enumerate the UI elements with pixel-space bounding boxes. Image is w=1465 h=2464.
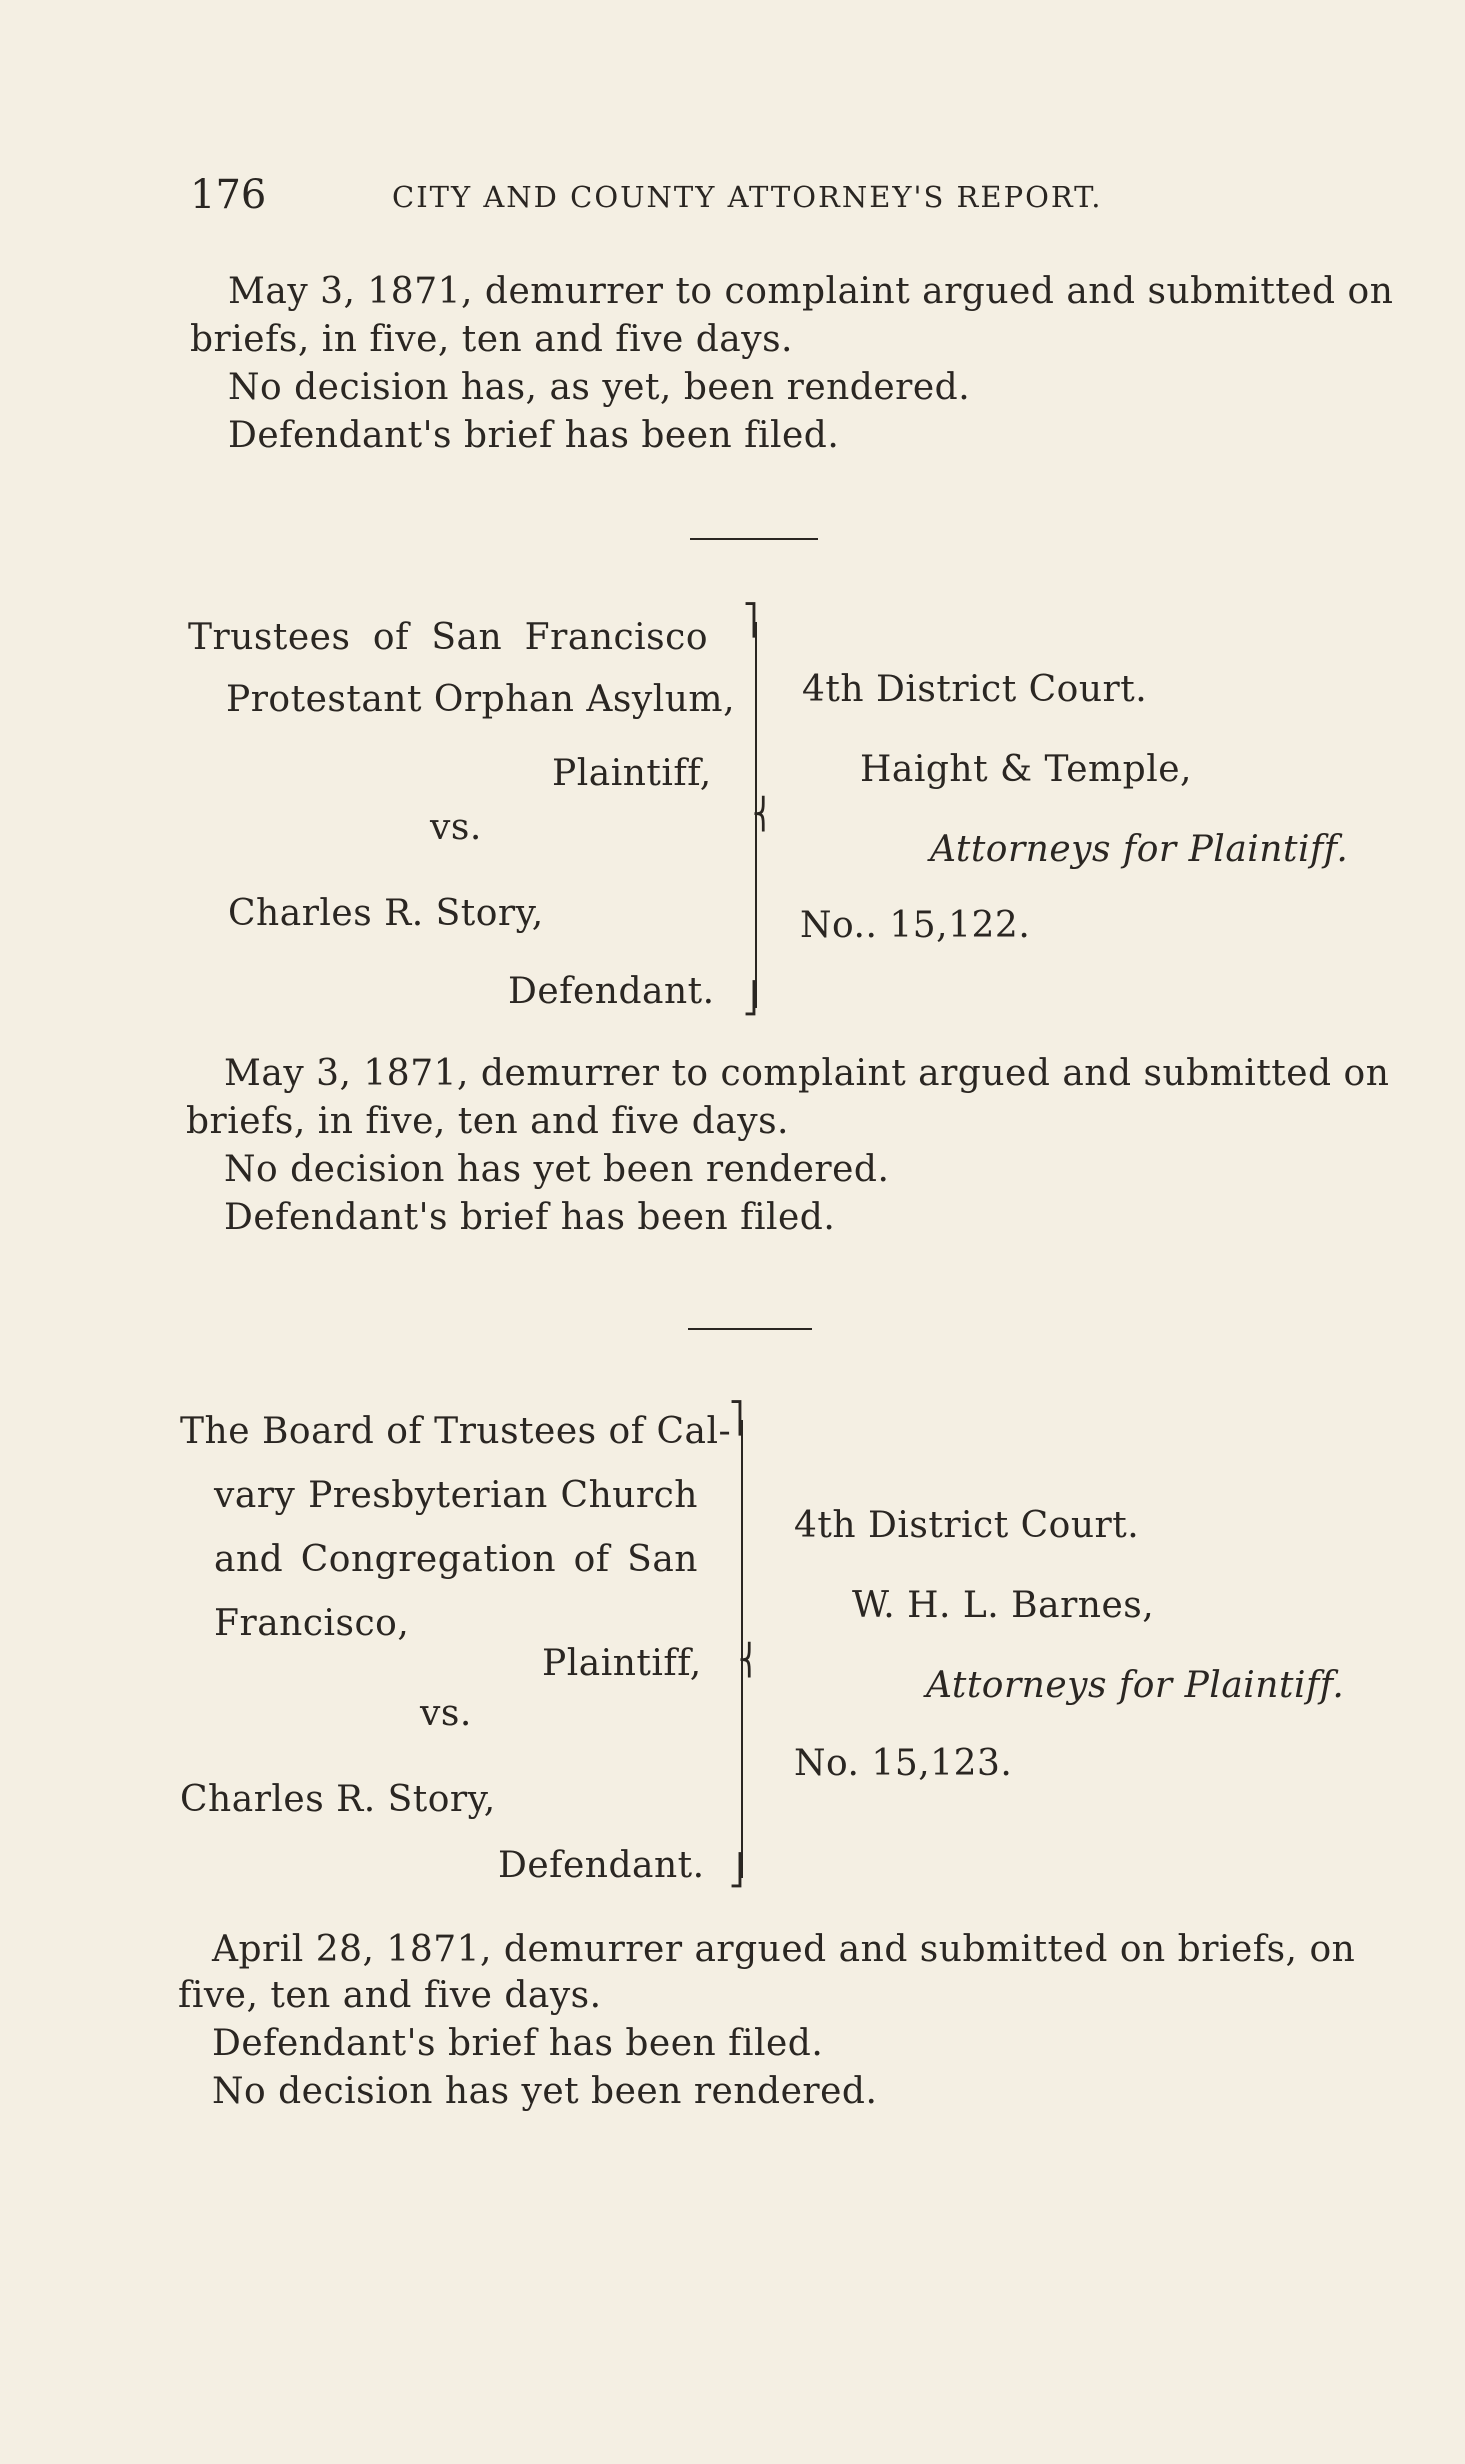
section-divider-1 bbox=[690, 538, 818, 540]
entry1-paragraph-line2: briefs, in five, ten and five days. bbox=[190, 319, 793, 360]
case3-plaintiff-line1: The Board of Trustees of Cal- bbox=[180, 1411, 732, 1452]
case3-court: 4th District Court. bbox=[794, 1505, 1140, 1546]
case2-paragraph-line1: May 3, 1871, demurrer to complaint argued and submitted on bbox=[224, 1053, 1390, 1094]
case3-brace-mid: ⎨ bbox=[738, 1643, 761, 1678]
case3-paragraph-line2: five, ten and five days. bbox=[178, 1975, 602, 2016]
case2-attorneys-role: Attorneys for Plaintiff. bbox=[930, 829, 1349, 870]
case2-brace-bottom: ⎦ bbox=[743, 981, 758, 1016]
case3-line3: Defendant's brief has been filed. bbox=[212, 2023, 824, 2064]
case2-defendant-label: Defendant. bbox=[508, 971, 715, 1012]
case2-line4: Defendant's brief has been filed. bbox=[224, 1197, 836, 1238]
case3-case-number: No. 15,123. bbox=[794, 1743, 1013, 1784]
case3-defendant-label: Defendant. bbox=[498, 1845, 705, 1886]
case2-plaintiff-line1: Trustees of San Francisco bbox=[188, 617, 708, 658]
running-title: CITY AND COUNTY ATTORNEY'S REPORT. bbox=[392, 180, 1103, 214]
case3-brace-bottom: ⎦ bbox=[729, 1853, 744, 1888]
case2-versus: vs. bbox=[430, 807, 482, 848]
case3-attorneys: W. H. L. Barnes, bbox=[852, 1585, 1155, 1626]
case2-defendant-name: Charles R. Story, bbox=[228, 893, 544, 934]
entry1-line4: Defendant's brief has been filed. bbox=[228, 415, 840, 456]
case3-line4: No decision has yet been rendered. bbox=[212, 2071, 878, 2112]
case3-plaintiff-label: Plaintiff, bbox=[542, 1643, 702, 1684]
case3-paragraph-line1: April 28, 1871, demurrer argued and submitted on briefs, on bbox=[212, 1929, 1356, 1970]
case2-line3: No decision has yet been rendered. bbox=[224, 1149, 890, 1190]
case2-brace-top: ⎤ bbox=[743, 603, 758, 638]
case2-court: 4th District Court. bbox=[802, 669, 1148, 710]
case2-attorneys: Haight & Temple, bbox=[860, 749, 1192, 790]
case3-plaintiff-line3: and Congregation of San bbox=[214, 1539, 698, 1580]
case3-versus: vs. bbox=[420, 1693, 472, 1734]
page-number: 176 bbox=[190, 172, 267, 218]
case2-brace-mid: ⎨ bbox=[752, 797, 775, 832]
case3-attorneys-role: Attorneys for Plaintiff. bbox=[926, 1665, 1345, 1706]
case2-case-number: No.. 15,122. bbox=[800, 905, 1031, 946]
case2-plaintiff-label: Plaintiff, bbox=[552, 753, 712, 794]
entry1-line3: No decision has, as yet, been rendered. bbox=[228, 367, 971, 408]
case3-plaintiff-line4: Francisco, bbox=[214, 1603, 410, 1644]
case2-paragraph-line2: briefs, in five, ten and five days. bbox=[186, 1101, 789, 1142]
case3-brace-top: ⎤ bbox=[729, 1401, 744, 1436]
case3-defendant-name: Charles R. Story, bbox=[180, 1779, 496, 1820]
case2-plaintiff-line2: Protestant Orphan Asylum, bbox=[226, 679, 736, 720]
section-divider-2 bbox=[688, 1328, 812, 1330]
entry1-paragraph-line1: May 3, 1871, demurrer to complaint argued and submitted on bbox=[228, 271, 1394, 312]
case3-plaintiff-line2: vary Presbyterian Church bbox=[214, 1475, 698, 1516]
